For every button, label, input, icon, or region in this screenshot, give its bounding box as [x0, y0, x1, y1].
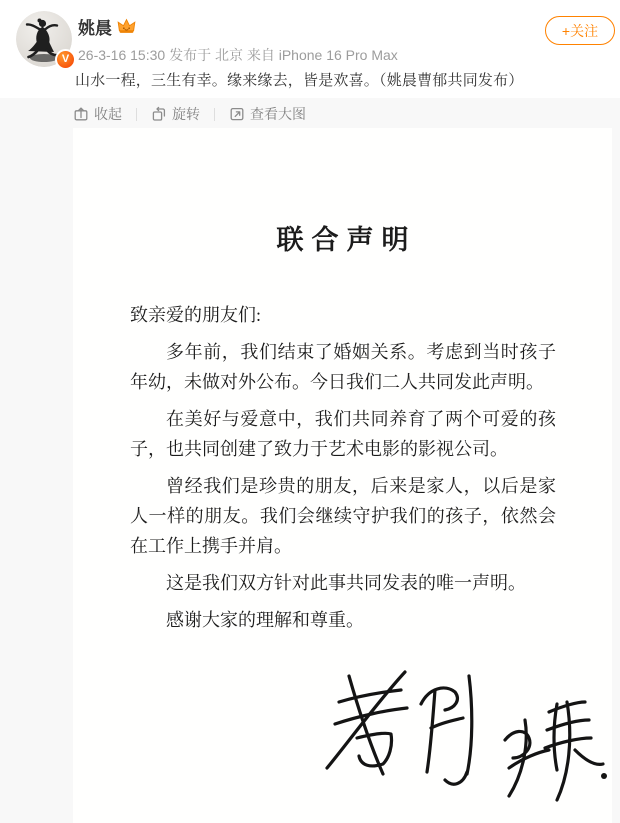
avatar[interactable]: [16, 11, 72, 67]
collapse-label: 收起: [94, 106, 122, 122]
vip-crown-icon: [117, 18, 136, 35]
statement-body: [130, 300, 556, 642]
rotate-label: 旋转: [172, 106, 200, 122]
view-large-label: 查看大图: [250, 106, 306, 122]
post-header: [0, 0, 620, 98]
rotate-icon: [151, 106, 167, 122]
statement-paragraph: 曾经我们是珍贵的朋友，后来是家人，以后是家人一样的朋友。我们会继续守护我们的孩子，依然会在工作上携手并肩。: [130, 476, 556, 556]
image-viewer: [0, 98, 620, 823]
collapse-button[interactable]: [73, 104, 122, 124]
statement-paragraph: 感谢大家的理解和尊重。: [166, 610, 364, 630]
post-timestamp: 26-3-16 15:30 发布于 北京 来自 iPhone 16 Pro Max: [78, 47, 398, 63]
statement-image[interactable]: [73, 128, 612, 823]
verified-v-badge: V: [55, 49, 76, 70]
statement-salutation: 致亲爱的朋友们:: [130, 305, 262, 325]
view-large-icon: [229, 106, 245, 122]
toolbar-divider: [214, 108, 215, 121]
post-text: 山水一程，三生有幸。缘来缘去，皆是欢喜。（姚晨曹郁共同发布）: [75, 72, 524, 89]
toolbar-divider: [136, 108, 137, 121]
username[interactable]: 姚晨: [78, 18, 112, 38]
follow-button[interactable]: +关注: [545, 16, 615, 45]
statement-paragraph: 多年前，我们结束了婚姻关系。考虑到当时孩子年幼，未做对外公布。今日我们二人共同发此声明。: [130, 342, 556, 392]
handwritten-signatures: [313, 646, 608, 806]
statement-title: 联合声明: [276, 225, 417, 255]
statement-paragraph: 在美好与爱意中，我们共同养育了两个可爱的孩子，也共同创建了致力于艺术电影的影视公司。: [130, 409, 556, 459]
view-large-button[interactable]: [229, 104, 306, 124]
statement-paragraph: 这是我们双方针对此事共同发表的唯一声明。: [166, 573, 526, 593]
rotate-button[interactable]: [151, 104, 200, 124]
image-toolbar: [73, 102, 306, 126]
collapse-icon: [73, 106, 89, 122]
